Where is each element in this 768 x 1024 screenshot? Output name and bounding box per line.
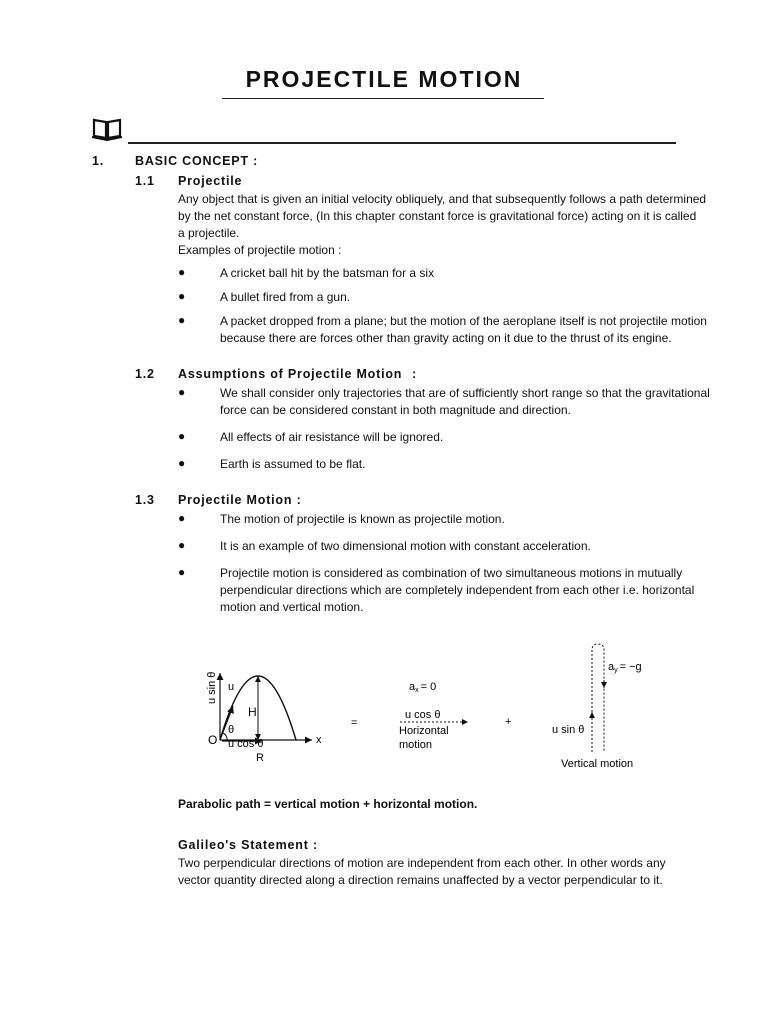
paragraph-line: Two perpendicular directions of motion are independent from each other. In other words any [178, 856, 666, 870]
subsection-number: 1.3 [135, 493, 155, 507]
ay-value: = −g [619, 661, 642, 673]
header-rule [128, 142, 676, 144]
motion-label: motion [399, 739, 433, 751]
parabolic-statement: Parabolic path = vertical motion + horizontal motion. [178, 797, 478, 811]
x-label: x [316, 734, 322, 746]
section-number: 1. [92, 154, 105, 168]
theta-label: θ [228, 724, 235, 736]
list-item: because there are forces other than gravity acting on it due to the thrust of its engine. [220, 331, 672, 345]
paragraph-line: vector quantity directed along a direction remains unaffected by a vector perpendicular to it. [178, 873, 663, 887]
horizontal-label: Horizontal [399, 725, 449, 737]
u-label: u [228, 681, 235, 693]
list-item: force can be considered constant in both magnitude and direction. [220, 403, 571, 417]
projectile-diagram [0, 630, 768, 780]
bullet-icon: ● [178, 313, 186, 327]
u-sin-theta-label: u sin θ [206, 671, 218, 704]
list-item: A bullet fired from a gun. [220, 290, 351, 304]
list-item: A cricket ball hit by the batsman for a six [220, 266, 435, 280]
bullet-icon: ● [178, 511, 186, 525]
ax-subscript: x [415, 687, 419, 694]
plus-sign: + [505, 716, 512, 728]
vertical-motion-path [592, 644, 604, 752]
bullet-icon: ● [178, 265, 186, 279]
title-underline [222, 98, 544, 99]
svg-text:ax= 0 [409, 681, 436, 694]
vertical-u-sin-theta: u sin θ [552, 724, 585, 736]
svg-text:ay= −g [608, 661, 642, 674]
ax-label: a [409, 681, 416, 693]
range-label: R [256, 752, 264, 764]
galileo-heading: Galileo's Statement : [178, 838, 318, 852]
list-item: It is an example of two dimensional motion with constant acceleration. [220, 539, 591, 553]
equals-sign: = [351, 717, 358, 729]
list-item: We shall consider only trajectories that are of sufficiently short range so that the gravitational [220, 386, 710, 400]
heading-colon: : [412, 367, 417, 381]
page-title: PROJECTILE MOTION [245, 66, 523, 92]
bullet-icon: ● [178, 565, 186, 579]
subsection-number: 1.1 [135, 174, 155, 188]
bullet-icon: ● [178, 456, 186, 470]
list-item: Earth is assumed to be flat. [220, 457, 366, 471]
list-item: perpendicular directions which are completely independent from each other i.e. horizontal [220, 583, 695, 597]
section-heading: BASIC CONCEPT : [135, 154, 259, 168]
subsection-heading: Projectile Motion : [178, 493, 302, 507]
bullet-icon: ● [178, 429, 186, 443]
list-item: All effects of air resistance will be ignored. [220, 430, 444, 444]
bullet-icon: ● [178, 289, 186, 303]
paragraph-line: by the net constant force, (In this chapter constant force is gravitational force) acting on it is called [178, 209, 697, 223]
subsection-heading: Projectile [178, 174, 243, 188]
paragraph-line: a projectile. [178, 226, 240, 240]
paragraph-line: Examples of projectile motion : [178, 243, 342, 257]
subsection-heading: Assumptions of Projectile Motion [178, 367, 403, 381]
list-item: The motion of projectile is known as projectile motion. [220, 512, 505, 526]
vertical-motion-label: Vertical motion [561, 758, 634, 770]
origin-label: O [208, 733, 218, 747]
bullet-icon: ● [178, 385, 186, 399]
list-item: A packet dropped from a plane; but the motion of the aeroplane itself is not projectile motion [220, 314, 707, 328]
subsection-number: 1.2 [135, 367, 155, 381]
bullet-icon: ● [178, 538, 186, 552]
ay-label: a [608, 661, 615, 673]
ax-value: = 0 [420, 681, 437, 693]
u-cos-theta-label: u cos θ [228, 738, 264, 750]
list-item: Projectile motion is considered as combination of two simultaneous motions in mutually [220, 566, 683, 580]
open-book-icon [92, 117, 122, 141]
paragraph-line: Any object that is given an initial velocity obliquely, and that subsequently follows a path determined [178, 192, 707, 206]
horizontal-u-cos-theta: u cos θ [405, 709, 441, 721]
list-item: motion and vertical motion. [220, 600, 364, 614]
height-label: H [248, 705, 257, 719]
ay-subscript: y [614, 667, 618, 674]
